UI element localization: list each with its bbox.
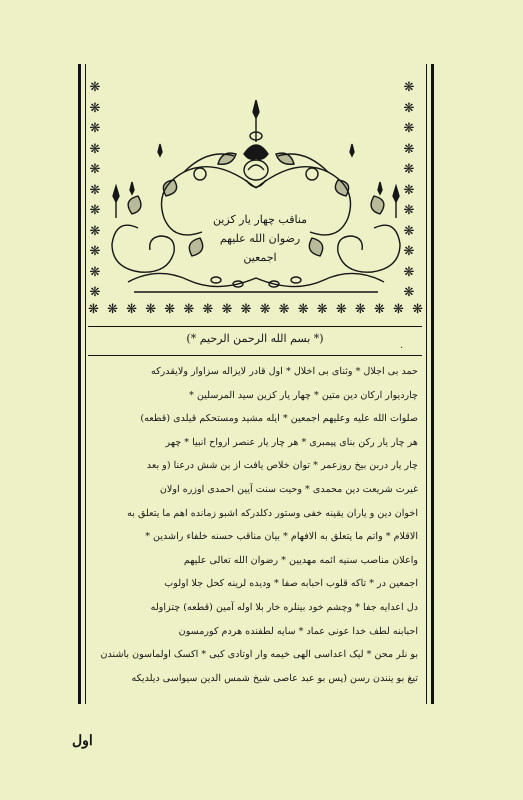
ornament-heading [170, 210, 350, 267]
text-line: غیرت شریعت دین محمدی * وحیت سنت آیین احمدی اوزره اولان [159, 483, 418, 495]
text-line: اخوان دین و یاران یقینه خفی وستور دکلدرکه اشبو زمانده اهم ما یتعلق به [127, 507, 418, 519]
text-line: چاردیوار ارکان دین متین * چهار یار کزین سید المرسلین * [189, 389, 418, 401]
right-star-border: ❋ ❋ ❋ ❋ ❋ ❋ ❋ ❋ ❋ ❋ ❋ [403, 80, 415, 300]
text-line: صلوات الله علیه وعلیهم اجمعین * ایله مشید ومستحکم قیلدی (قطعه) [140, 413, 418, 425]
heading-line-1: مناقب چهار یار کزین [212, 213, 308, 226]
text-line: بو نلر محن * لیک اعداسی الهی خیمه وار اوتادی کبی * اکسک اولماسون باشندن [100, 649, 418, 661]
text-line: دل اعدایه جفا * وچشم خود بینلره خار بلا اوله آمین (قطعه) چتزاوله [150, 601, 418, 613]
body-text [92, 360, 418, 690]
text-line: واعلان مناصب سنیه ائمه مهدیین * رضوان الله تعالی علیهم [183, 554, 418, 566]
text-line: هر چار یار رکن بنای پیمبری * هر چار یار عنصر ارواح انبیا * چهر [165, 436, 418, 448]
basmala-title: (* بسم الله الرحمن الرحیم *) [186, 332, 324, 345]
left-star-border: ❋ ❋ ❋ ❋ ❋ ❋ ❋ ❋ ❋ ❋ ❋ [89, 80, 101, 300]
page-number: اول [72, 733, 93, 749]
text-line: چار یار دربن بیخ روزعمر * توان خلاص یافت از بن شش درعنا (و بعد [146, 460, 418, 472]
bottom-rule [88, 355, 422, 356]
floral-arabesque-headpiece [98, 96, 414, 301]
text-line: احبابنه لطف خدا عونی عماد * سایه لطفنده هردم کورمسون [178, 625, 418, 637]
text-line: حمد بی اجلال * وثنای بی اخلال * اول قادر لایزاله سزاوار ولایقدرکه [150, 366, 418, 377]
text-line: الاقلام * واتم ما یتعلق به الافهام * بیان مناقب حسنه خلفاء راشدین * [145, 531, 418, 543]
text-line: اجمعین در * تاکه قلوب احبابه صفا * ودیده لرینه کحل جلا اولوب [164, 578, 418, 590]
text-line: تیغ بو ینندن رسن (پس بو عبد عاصی شیخ شمس الدین سیواسی دیلدیکه [131, 672, 418, 684]
heading-line-3: اجمعین [243, 251, 277, 264]
bottom-star-border: ❋ ❋ ❋ ❋ ❋ ❋ ❋ ❋ ❋ ❋ ❋ ❋ ❋ ❋ ❋ ❋ ❋ ❋ [88, 302, 423, 317]
dot-mark: . [400, 340, 404, 351]
heading-line-2: رضوان الله علیهم [219, 232, 301, 245]
top-rule [88, 326, 422, 327]
